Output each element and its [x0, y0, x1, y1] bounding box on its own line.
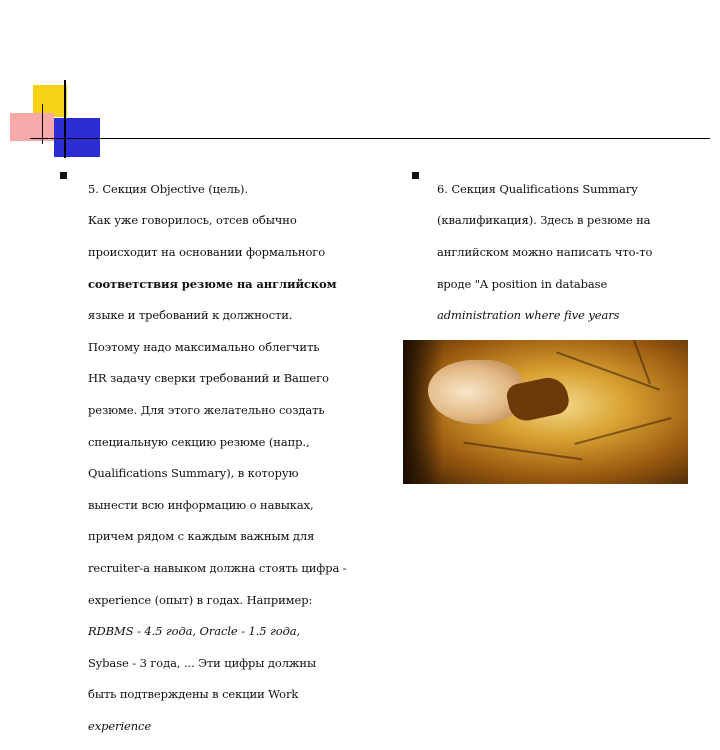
text-line: HR задачу сверки требований и Вашего — [88, 371, 329, 386]
hand-puzzle-image — [403, 340, 688, 484]
text-line: (квалификация). Здесь в резюме на — [437, 213, 651, 228]
text-line: RDBMS - 4.5 года, Oracle - 1.5 года, — [88, 624, 301, 639]
text-line: резюме. Для этого желательно создать — [88, 402, 325, 417]
text-line: administration where five years — [437, 308, 620, 323]
crack-line — [463, 442, 582, 461]
text-line: Sybase - 3 года, ... Эти цифры должны — [88, 655, 317, 670]
text-line: вынести всю информацию о навыках, — [88, 497, 314, 512]
text-line: причем рядом с каждым важным для — [88, 529, 315, 544]
text-line: вроде "A position in database — [437, 276, 608, 291]
section-objective-text — [88, 166, 388, 750]
text-line: специальную секцию резюме (напр., — [88, 434, 310, 449]
text-line: английском можно написать что-то — [437, 244, 653, 259]
text-line: recruiter-а навыком должна стоять цифра - — [88, 560, 347, 575]
text-line: языке и требований к должности. — [88, 308, 293, 323]
text-line: Qualifications Summary), в которую — [88, 466, 299, 481]
decor-horizontal-line — [30, 138, 710, 139]
text-line: соответствия резюме на английском — [88, 276, 337, 291]
decor-vertical-line — [64, 80, 66, 158]
photo-shadow — [403, 340, 443, 484]
crack-line — [574, 417, 671, 445]
text-line: Поэтому надо максимально облегчить — [88, 339, 320, 354]
text-line: experience (опыт) в годах. Например: — [88, 592, 313, 607]
text-line: experience — [88, 718, 152, 733]
text-line: быть подтверждены в секции Work — [88, 687, 299, 702]
text-line: Как уже говорилось, отсев обычно — [88, 213, 297, 228]
square-bullet-icon — [412, 172, 419, 179]
text-line: происходит на основании формального — [88, 244, 326, 259]
square-bullet-icon — [60, 172, 67, 179]
text-line: 5. Секция Objective (цель). — [88, 181, 248, 196]
decor-red-square — [10, 113, 54, 141]
text-line: 6. Секция Qualifications Summary — [437, 181, 638, 196]
